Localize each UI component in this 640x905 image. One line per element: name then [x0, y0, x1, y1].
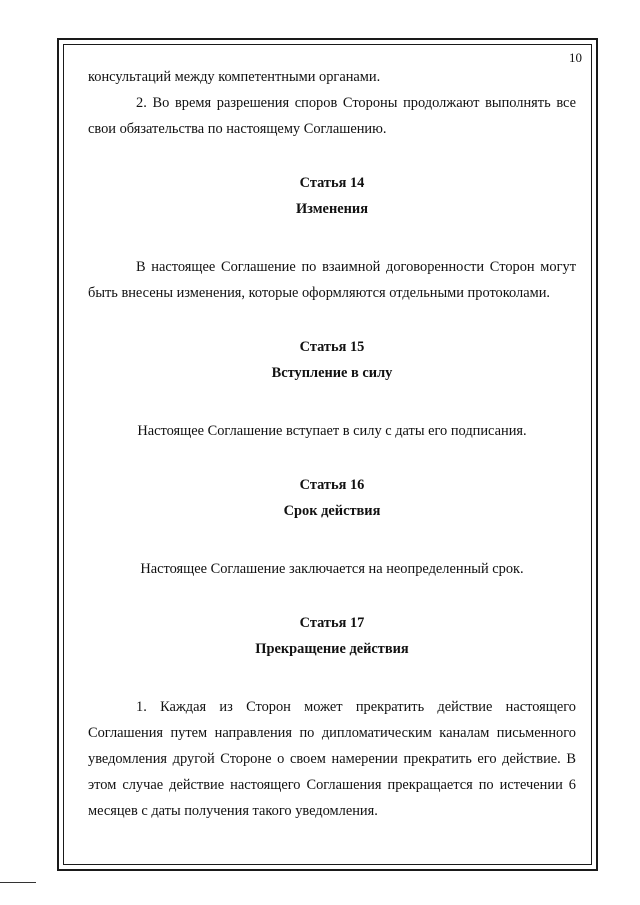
- article-number: Статья 15: [299, 339, 365, 355]
- document-body: [88, 64, 576, 824]
- article-15: [88, 334, 576, 444]
- paragraph-disputes-obligations: 2. Во время разрешения споров Стороны продолжают выполнять все свои обязательства по настоящему Соглашению.: [88, 95, 576, 137]
- article-14: [88, 170, 576, 306]
- paragraph-continuation: консультаций между компетентными органами.: [88, 69, 381, 85]
- scan-edge-mark: [0, 882, 36, 883]
- page-number: 10: [569, 50, 582, 65]
- article-17: [88, 610, 576, 824]
- article-text: 1. Каждая из Сторон может прекратить действие настоящего Соглашения путем направления по дипломатическим каналам письменного уведомления другой Стороне о своем намерении прекратить его действие. В этом случае действие настоящего Соглашения прекращается по истечении 6 месяцев с даты получения такого уведомления.: [88, 699, 576, 819]
- article-title: Срок действия: [283, 503, 381, 519]
- article-text: Настоящее Соглашение вступает в силу с даты его подписания.: [137, 423, 527, 439]
- article-text: В настоящее Соглашение по взаимной договоренности Сторон могут быть внесены изменения, которые оформляются отдельными протоколами.: [88, 259, 576, 301]
- article-title: Прекращение действия: [255, 641, 409, 657]
- article-number: Статья 14: [299, 175, 365, 191]
- article-number: Статья 16: [299, 477, 365, 493]
- article-text: Настоящее Соглашение заключается на неопределенный срок.: [140, 561, 524, 577]
- article-title: Изменения: [295, 201, 368, 217]
- article-title: Вступление в силу: [271, 365, 393, 381]
- article-16: [88, 472, 576, 582]
- article-number: Статья 17: [299, 615, 365, 631]
